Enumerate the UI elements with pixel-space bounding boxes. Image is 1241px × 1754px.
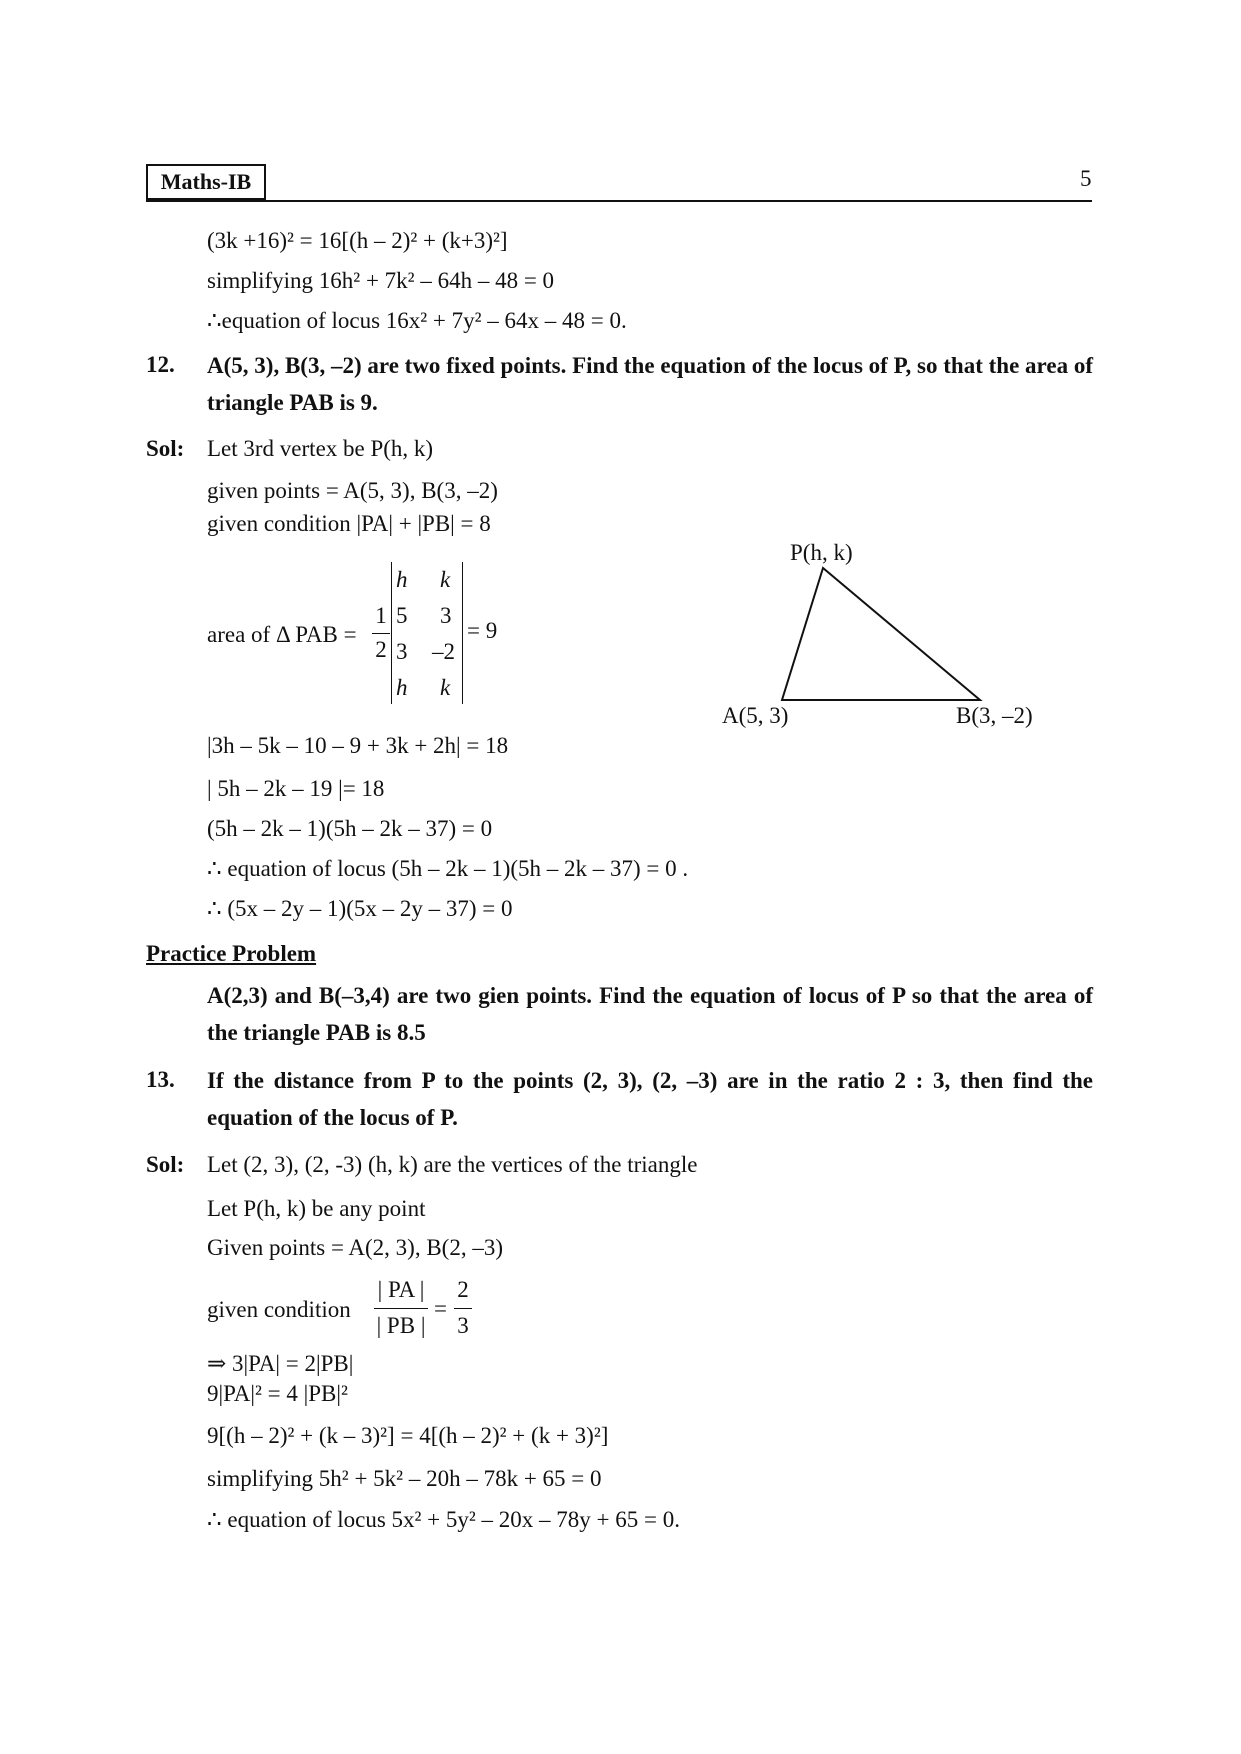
det-cell: 3 xyxy=(440,603,452,628)
q13-cond-den: | PB | xyxy=(376,1313,426,1338)
det-cell: k xyxy=(440,675,451,700)
q13-step-2: 9|PA|² = 4 |PB|² xyxy=(207,1381,348,1406)
q12-frac-den: 2 xyxy=(375,637,387,662)
cont-line-1: (3k +16)² = 16[(h – 2)² + (k+3)²] xyxy=(207,228,508,253)
q13-line-2: Let P(h, k) be any point xyxy=(207,1196,426,1221)
q13-step-3: 9[(h – 2)² + (k – 3)²] = 4[(h – 2)² + (k + 3)²] xyxy=(207,1423,609,1448)
q12-step-5: ∴ (5x – 2y – 1)(5x – 2y – 37) = 0 xyxy=(207,896,513,921)
det-cell: –2 xyxy=(432,639,455,664)
q13-sol-label: Sol: xyxy=(146,1152,185,1177)
q12-line-2: given points = A(5, 3), B(3, –2) xyxy=(207,478,498,503)
q12-step-3: (5h – 2k – 1)(5h – 2k – 37) = 0 xyxy=(207,816,493,841)
q13-step-4: simplifying 5h² + 5k² – 20h – 78k + 65 = 0 xyxy=(207,1466,602,1491)
q12-area-label: area of Δ PAB = xyxy=(207,622,357,647)
page-number: 5 xyxy=(1080,166,1092,191)
q12-step-4: ∴ equation of locus (5h – 2k – 1)(5h – 2k – 37) = 0 . xyxy=(207,856,689,881)
cont-line-2: simplifying 16h² + 7k² – 64h – 48 = 0 xyxy=(207,268,555,293)
q12-step-1: |3h – 5k – 10 – 9 + 3k + 2h| = 18 xyxy=(207,733,509,758)
vertex-label-p: P(h, k) xyxy=(790,540,853,565)
q12-frac-num: 1 xyxy=(375,603,387,628)
det-cell: 5 xyxy=(396,603,408,628)
vertex-label-b: B(3, –2) xyxy=(956,703,1033,728)
q13-question: If the distance from P to the points (2, 3), (2, –3) are in the ratio 2 : 3, then find the equation of the locus of P. xyxy=(207,1068,1093,1130)
q12-sol-label: Sol: xyxy=(146,436,185,461)
q12-step-2: | 5h – 2k – 19 |= 18 xyxy=(207,776,385,801)
q12-area-rhs: = 9 xyxy=(467,618,498,643)
q13-rhs-num: 2 xyxy=(457,1277,469,1302)
q13-line-3: Given points = A(2, 3), B(2, –3) xyxy=(207,1235,503,1260)
subject-label: Maths-IB xyxy=(146,164,266,200)
cont-line-3: ∴equation of locus 16x² + 7y² – 64x – 48 = 0. xyxy=(207,308,627,333)
vertex-label-a: A(5, 3) xyxy=(722,703,789,728)
det-cell: 3 xyxy=(396,639,408,664)
det-cell: k xyxy=(440,567,451,592)
q13-step-5: ∴ equation of locus 5x² + 5y² – 20x – 78y + 65 = 0. xyxy=(207,1507,680,1532)
practice-text: A(2,3) and B(–3,4) are two gien points. Find the equation of locus of P so that the area of the triangle PAB is 8.5 xyxy=(207,983,1093,1045)
q13-rhs-bar xyxy=(454,1308,472,1309)
q13-cond-bar xyxy=(374,1308,428,1309)
q12-line-1: Let 3rd vertex be P(h, k) xyxy=(207,436,434,461)
q13-rhs-den: 3 xyxy=(457,1313,469,1338)
q12-number: 12. xyxy=(146,352,175,377)
q13-cond-label: given condition xyxy=(207,1297,351,1322)
q13-step-1: ⇒ 3|PA| = 2|PB| xyxy=(207,1351,354,1376)
q12-line-3: given condition |PA| + |PB| = 8 xyxy=(207,511,491,536)
q13-cond-eq: = xyxy=(434,1296,447,1321)
det-cell: h xyxy=(396,675,408,700)
q12-question: A(5, 3), B(3, –2) are two fixed points. Find the equation of the locus of P, so that the area of triangle PAB is 9. xyxy=(207,353,1093,415)
q13-line-1: Let (2, 3), (2, -3) (h, k) are the vertices of the triangle xyxy=(207,1152,698,1177)
q13-number: 13. xyxy=(146,1067,175,1092)
practice-heading: Practice Problem xyxy=(146,941,317,966)
q13-cond-num: | PA | xyxy=(377,1277,425,1302)
det-cell: h xyxy=(396,567,408,592)
